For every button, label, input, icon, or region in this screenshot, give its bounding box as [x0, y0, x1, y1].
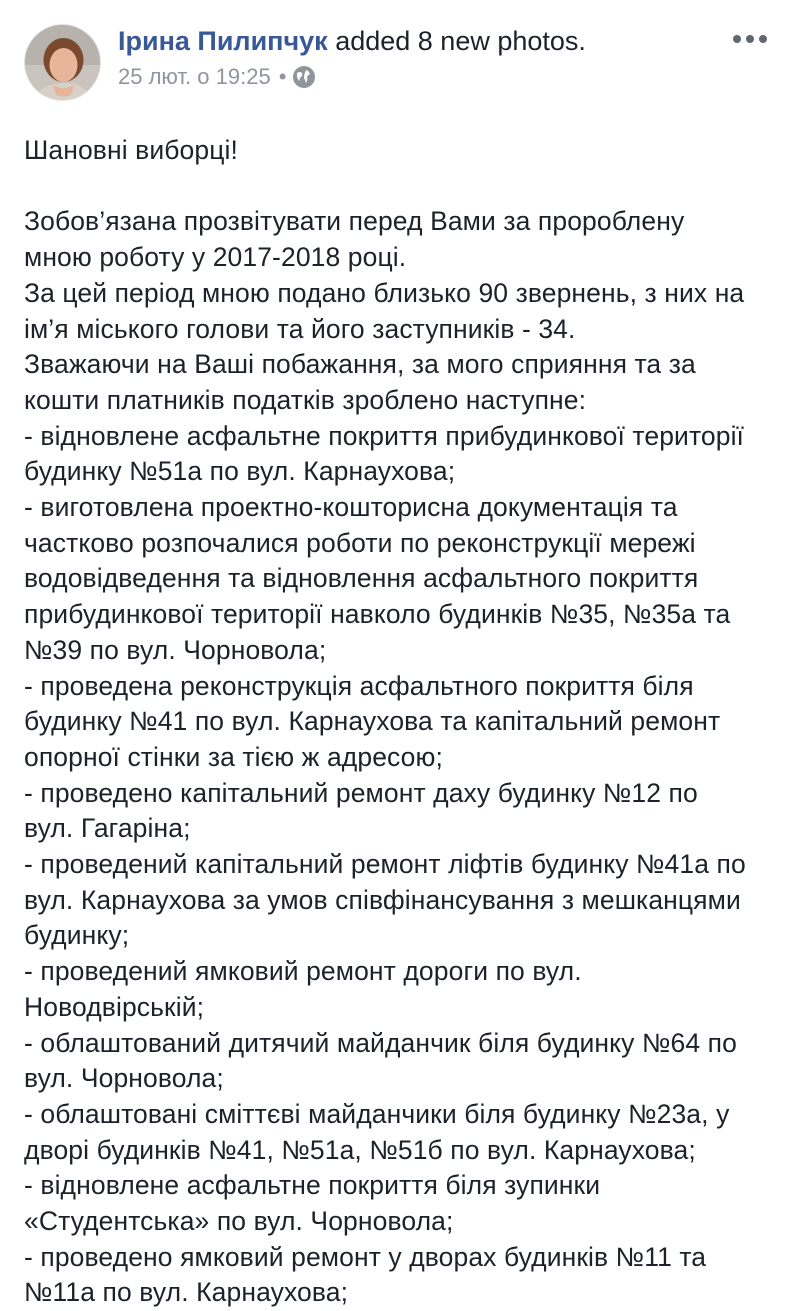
post-text-line: Зобов’язана прозвітувати перед Вами за пророблену: [24, 206, 685, 237]
post-text-line: частково розпочалися роботи по реконструкції мережі: [24, 527, 696, 558]
post-text-line: - виготовлена проектно-кошторисна документація та: [24, 492, 678, 523]
post-text-line: №11а по вул. Карнаухова;: [24, 1277, 349, 1308]
post-text-line: будинку №41 по вул. Карнаухова та капітальний ремонт: [24, 706, 721, 737]
post-text-line: вул. Карнаухова за умов співфінансування з мешканцями: [24, 884, 741, 915]
post-header-text: [118, 22, 718, 92]
post-text-line: - проведено капітальний ремонт даху будинку №12 по: [24, 777, 698, 808]
post-header: [0, 0, 803, 120]
post-action: added 8 new photos.: [335, 26, 586, 56]
more-dot: [759, 35, 767, 43]
more-dot: [733, 35, 741, 43]
post-text-line: «Студентська» по вул. Чорновола;: [24, 1206, 454, 1237]
globe-icon[interactable]: [292, 65, 316, 89]
post-text-line: вул. Гагаріна;: [24, 813, 191, 844]
post-timestamp[interactable]: 25 лют. о 19:25: [118, 64, 271, 89]
author-line: [118, 22, 718, 60]
post-text-line: - проведена реконструкція асфальтного покриття біля: [24, 670, 694, 701]
post-text-line: №39 по вул. Чорновола;: [24, 634, 327, 665]
post-text-line: будинку №51а по вул. Карнаухова;: [24, 456, 456, 487]
post-text-line: Новодвірській;: [24, 991, 205, 1022]
post-text-line: опорної стінки за тією ж адресою;: [24, 741, 443, 772]
more-dot: [746, 35, 754, 43]
post-text-line: - проведено ямковий ремонт у дворах будинків №11 та: [24, 1241, 707, 1272]
post-text-line: кошти платників податків зроблено наступне:: [24, 384, 587, 415]
post-text-line: - проведений ямковий ремонт дороги по вул.: [24, 956, 582, 987]
post-text: [24, 204, 784, 1311]
meta-separator: •: [278, 64, 287, 89]
post-text-line: За цей період мною подано близько 90 звернень, з них на: [24, 277, 745, 308]
post-text-line: - відновлене асфальтне покриття біля зупинки: [24, 1170, 601, 1201]
post-text-line: дворі будинків №41, №51а, №51б по вул. Карнаухова;: [24, 1134, 696, 1165]
author-name[interactable]: Ірина Пилипчук: [118, 26, 328, 56]
post-text-line: - відновлене асфальтне покриття прибудинкової території: [24, 420, 745, 451]
post-text-line: - проведений капітальний ремонт ліфтів будинку №41а по: [24, 849, 746, 880]
post-text-line: будинку;: [24, 920, 130, 951]
more-icon[interactable]: [733, 32, 767, 46]
post-text-line: вул. Чорновола;: [24, 1063, 224, 1094]
post-text-line: - облаштований дитячий майданчик біля будинку №64 по: [24, 1027, 737, 1058]
post-meta: [118, 62, 718, 92]
post-text-line: Зважаючи на Ваші побажання, за мого сприяння та за: [24, 349, 696, 380]
post-text-line: ім’я міського голови та його заступників - 34.: [24, 313, 576, 344]
post-body: [24, 133, 784, 1311]
avatar-photo: [25, 25, 101, 101]
post-text-line: мною роботу у 2017-2018 році.: [24, 242, 407, 273]
post-greeting: Шановні виборці!: [24, 135, 238, 165]
post-text-line: водовідведення та відновлення асфальтного покриття: [24, 563, 699, 594]
post-text-line: - облаштовані сміттєві майданчики біля будинку №23а, у: [24, 1098, 730, 1129]
avatar[interactable]: [24, 24, 101, 101]
post-text-line: прибудинкової території навколо будинків №35, №35а та: [24, 599, 731, 630]
